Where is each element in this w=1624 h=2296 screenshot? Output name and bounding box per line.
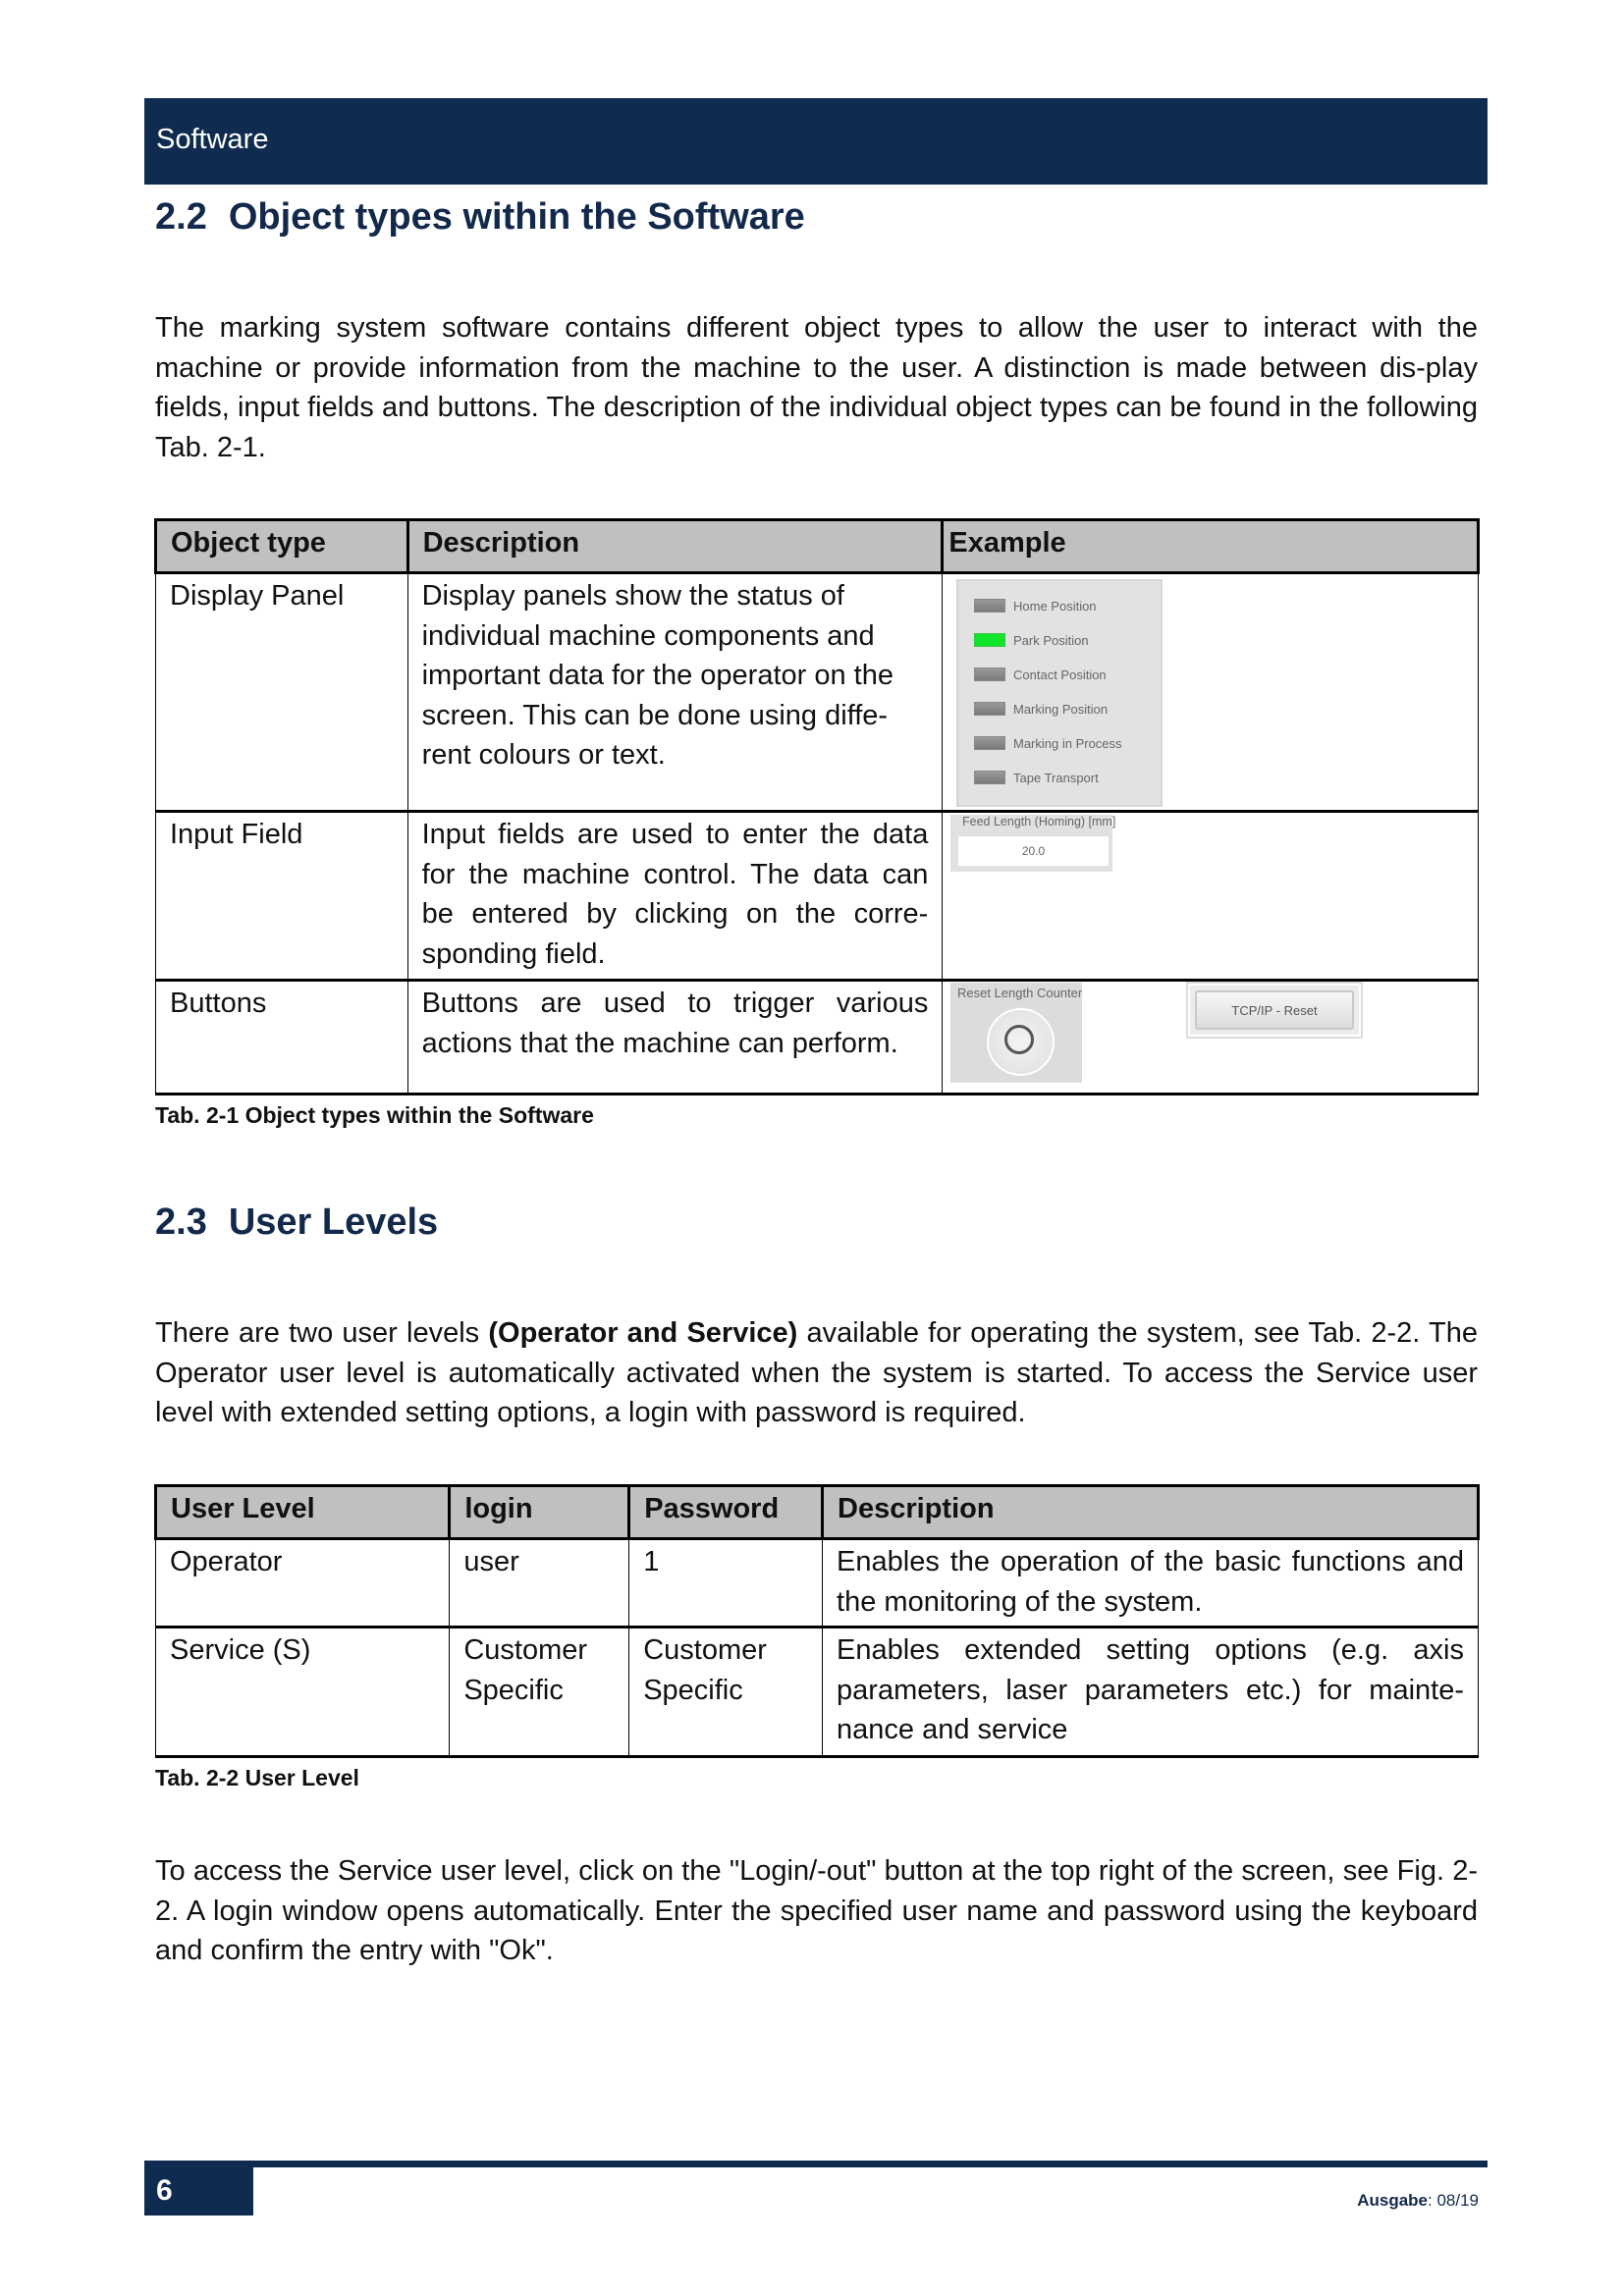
feed-length-input[interactable]: 20.0 <box>958 836 1109 866</box>
table-row <box>156 1628 1479 1757</box>
login-paragraph: To access the Service user level, click on the "Login/-out" button at the top right of the screen, see Fig. 2-2. A login window opens automatically. Enter the specified user name and password using the keyboard and confirm the entry with "Ok". <box>155 1855 1478 1966</box>
header-login: login <box>450 1486 629 1539</box>
cell-level: Service (S) <box>156 1628 450 1757</box>
page-number: 6 <box>156 2174 173 2207</box>
status-item-contact-position: Contact Position <box>974 665 1107 684</box>
footer-rule <box>144 2161 1488 2167</box>
user-levels-paragraph: There are two user levels (Operator and Service) available for operating the system, see Tab. 2-2. The Operator user level is automatically activated when the system is started. To access the Service user level with extended setting options, a login with password is required. <box>155 1317 1478 1428</box>
cell-login: user <box>450 1539 629 1628</box>
status-led-icon <box>974 633 1005 647</box>
section-header-bar <box>144 98 1488 185</box>
tcp-ip-reset-button[interactable]: TCP/IP - Reset <box>1195 990 1354 1030</box>
table-header-row <box>156 1486 1479 1539</box>
status-item-home-position: Home Position <box>974 596 1097 615</box>
input-field-example <box>950 815 1116 872</box>
cell-password: 1 <box>629 1539 823 1628</box>
heading-2-2: 2.2 Object types within the Software <box>155 196 805 238</box>
header-description: Description <box>823 1486 1479 1539</box>
cell-description: Display panels show the status of individual machine components and important data for the operator on the screen. This can be done using diffe-rent colours or text. <box>407 573 943 812</box>
circle-icon <box>1004 1025 1034 1054</box>
user-level-table <box>154 1484 1480 1758</box>
cell-type: Buttons <box>156 981 408 1095</box>
header-user-level: User Level <box>156 1486 450 1539</box>
header-example: Example <box>943 520 1479 573</box>
header-object-type: Object type <box>156 520 408 573</box>
cell-description: Buttons are used to trigger various actions that the machine can perform. <box>407 981 943 1095</box>
header-description: Description <box>407 520 943 573</box>
page-number-box <box>144 2166 253 2216</box>
status-item-tape-transport: Tape Transport <box>974 768 1099 787</box>
section-header-title: Software <box>156 124 269 155</box>
cell-description: Enables extended setting options (e.g. axis parameters, laser parameters etc.) for mainte-nance and service <box>823 1628 1479 1757</box>
status-item-marking-in-process: Marking in Process <box>974 733 1122 753</box>
status-led-icon <box>974 599 1005 613</box>
cell-login: Customer Specific <box>450 1628 629 1757</box>
heading-2-3: 2.3 User Levels <box>155 1201 439 1243</box>
cell-password: Customer Specific <box>629 1628 823 1757</box>
display-panel-example <box>956 579 1163 807</box>
table-header-row <box>156 520 1479 573</box>
edition-info: Ausgabe: 08/19 <box>1357 2191 1479 2210</box>
intro-paragraph: The marking system software contains different object types to allow the user to interact with the machine or provide information from the machine to the user. A distinction is made between dis-play fields, input fields and buttons. The description of the individual object types can be found in the following Tab. 2-1. <box>155 312 1478 463</box>
table2-caption: Tab. 2-2 User Level <box>155 1765 359 1790</box>
status-led-icon <box>974 667 1005 681</box>
tcp-ip-reset-example <box>1188 984 1361 1037</box>
reset-length-counter-button[interactable] <box>987 1008 1055 1076</box>
status-led-icon <box>974 702 1005 716</box>
table-row <box>156 1539 1479 1628</box>
header-password: Password <box>629 1486 823 1539</box>
table-row <box>156 812 1479 981</box>
cell-type: Input Field <box>156 812 408 981</box>
table1-caption: Tab. 2-1 Object types within the Software <box>155 1102 594 1128</box>
status-led-icon <box>974 736 1005 750</box>
cell-description: Enables the operation of the basic functions and the monitoring of the system. <box>823 1539 1479 1628</box>
input-field-label: Feed Length (Homing) [mm] <box>962 815 1116 828</box>
status-item-park-position: Park Position <box>974 630 1089 650</box>
cell-level: Operator <box>156 1539 450 1628</box>
cell-description: Input fields are used to enter the data for the machine control. The data can be entered by clicking on the corre-sponding field. <box>407 812 943 981</box>
table-row <box>156 573 1479 812</box>
status-item-marking-position: Marking Position <box>974 699 1108 719</box>
status-led-icon <box>974 771 1005 784</box>
reset-length-counter-label: Reset Length Counter <box>957 986 1083 1000</box>
cell-type: Display Panel <box>156 573 408 812</box>
reset-length-counter-example <box>950 983 1082 1083</box>
